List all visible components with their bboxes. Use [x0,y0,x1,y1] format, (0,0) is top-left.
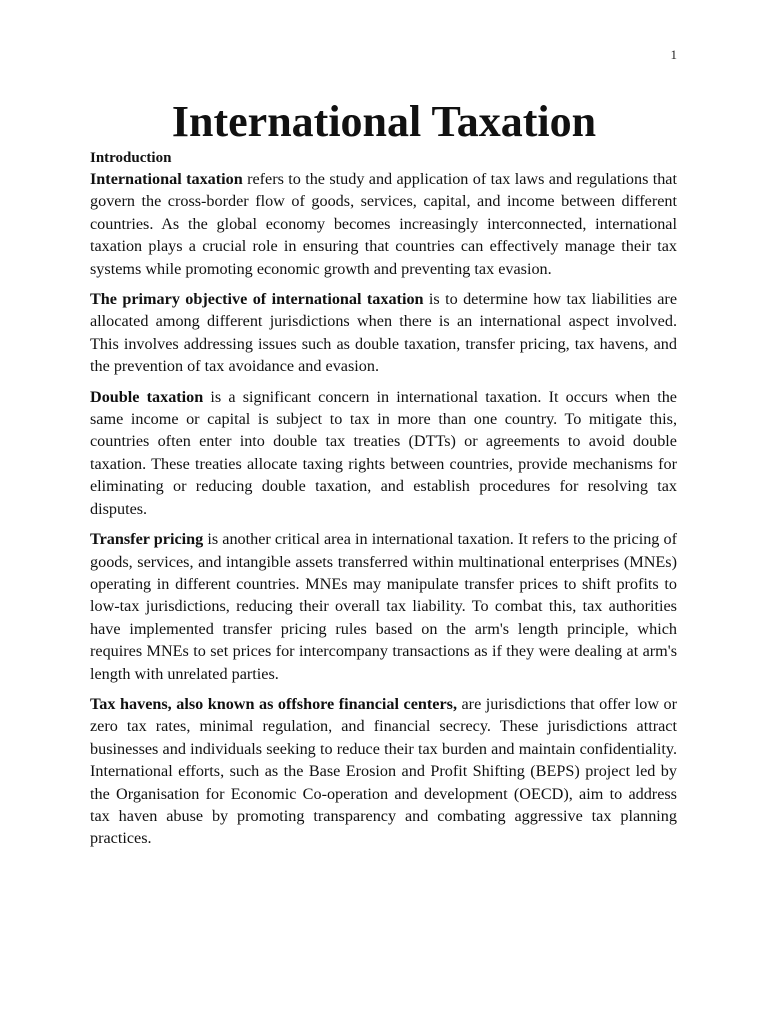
page-number: 1 [670,47,677,62]
paragraph-lead: The primary objective of international taxation [90,290,424,309]
document-body [90,148,677,858]
paragraph-text: is to determine how tax liabilities are allocated among different jurisdictions when there is an international aspect involved. This involves addressing issues such as double taxation, transfer pricing, tax havens, and the prevention of tax avoidance and evasion. [90,290,678,376]
document-title: International Taxation [171,97,597,146]
paragraph-lead: Double taxation [90,387,204,406]
paragraph-primary-objective [90,288,677,378]
paragraph-transfer-pricing [90,528,677,685]
paragraph-lead: Transfer pricing [90,530,204,549]
paragraph-text: is a significant concern in international taxation. It occurs when the same income or capital is subject to tax in more than one country. To mitigate this, countries often enter into double tax treaties (DTTs) or agreements to avoid double taxation. These treaties allocate taxing rights between countries, provide mechanisms for eliminating or reducing double taxation, and establish procedures for resolving tax disputes. [90,387,677,518]
paragraph-text: are jurisdictions that offer low or zero tax rates, minimal regulation, and financial secrecy. These jurisdictions attract businesses and individuals seeking to reduce their tax burden and maintain confidentiality. International efforts, such as the Base Erosion and Profit Shifting (BEPS) project led by the Organisation for Economic Co-operation and development (OECD), aim to address tax haven abuse by promoting transparency and combating aggressive tax planning practices. [90,694,678,848]
paragraph-tax-havens [90,693,677,850]
paragraph-international-taxation [90,168,677,280]
paragraph-text: refers to the study and application of tax laws and regulations that govern the cross-border flow of goods, services, capital, and income between different countries. As the global economy becomes increasingly interconnected, international taxation plays a crucial role in ensuring that countries can effectively manage their tax systems while promoting economic growth and preventing tax evasion. [90,170,677,278]
paragraph-lead: Tax havens, also known as offshore financial centers, [90,694,457,713]
paragraph-lead: International taxation [90,170,243,188]
paragraph-text: is another critical area in international taxation. It refers to the pricing of goods, services, and intangible assets transferred within multinational enterprises (MNEs) operating in different countries. MNEs may manipulate transfer prices to shift profits to low-tax jurisdictions, reducing their overall tax liability. To combat this, tax authorities have implemented transfer pricing rules based on the arm's length principle, which requires MNEs to set prices for intercompany transactions as if they were dealing at arm's length with unrelated parties. [90,530,677,683]
section-heading-introduction: Introduction [90,150,172,166]
paragraph-double-taxation [90,386,677,520]
